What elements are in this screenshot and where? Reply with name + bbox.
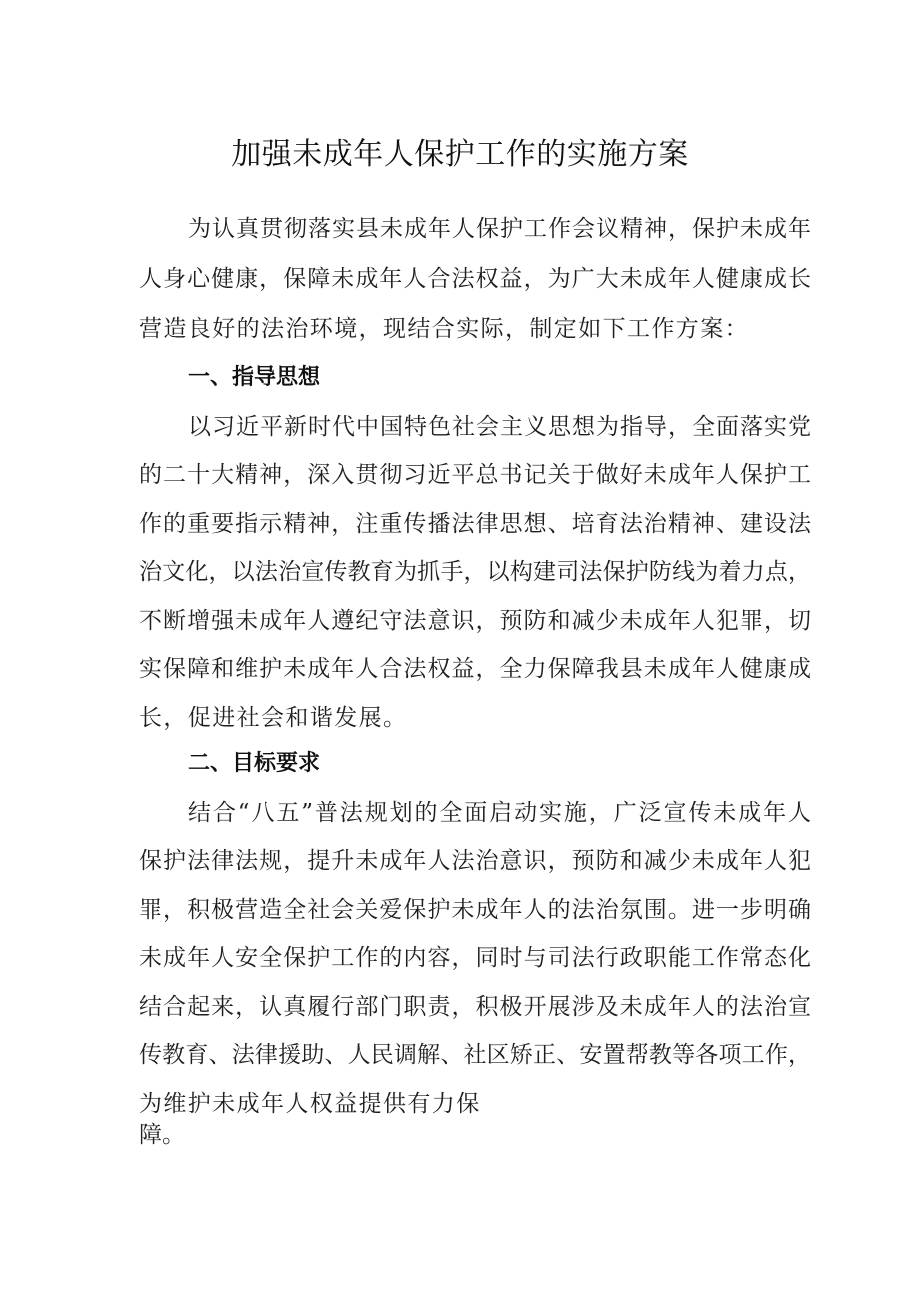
section2-line-4: 未成年人安全保护工作的内容，同时与司法行政职能工作常态化 (139, 945, 811, 971)
section2-heading: 二、目标要求 (188, 751, 321, 776)
section2-line-7: 为维护未成年人权益提供有力保 (139, 1091, 481, 1117)
section1-heading: 一、指导思想 (188, 365, 321, 390)
intro-line-2: 人身心健康，保障未成年人合法权益，为广大未成年人健康成长 (139, 266, 811, 292)
section1-line-3: 作的重要指示精神，注重传播法律思想、培育法治精神、建设法 (139, 511, 811, 537)
section2-line-1: 结合“八五”普法规划的全面启动实施，广泛宣传未成年人 (188, 800, 811, 826)
section2-line-2: 保护法律法规，提升未成年人法治意识，预防和减少未成年人犯 (139, 848, 811, 874)
section1-line-4: 治文化，以法治宣传教育为抓手，以构建司法保护防线为着力点， (139, 559, 811, 585)
section2-line-5: 结合起来，认真履行部门职责，积极开展涉及未成年人的法治宣 (139, 994, 811, 1020)
section1-line-6: 实保障和维护未成年人合法权益，全力保障我县未成年人健康成 (139, 656, 811, 682)
section1-line-7: 长，促进社会和谐发展。 (139, 705, 408, 731)
section2-line-6: 传教育、法律援助、人民调解、社区矫正、安置帮教等各项工作， (139, 1042, 811, 1068)
document-title: 加强未成年人保护工作的实施方案 (231, 137, 689, 172)
intro-line-1: 为认真贯彻落实县未成年人保护工作会议精神，保护未成年 (188, 216, 811, 242)
section2-line-3: 罪，积极营造全社会关爱保护未成年人的法治氛围。进一步明确 (139, 897, 811, 923)
section2-line-8: 障。 (139, 1122, 185, 1148)
intro-line-3: 营造良好的法治环境，现结合实际，制定如下工作方案： (139, 316, 749, 342)
section1-line-5: 不断增强未成年人遵纪守法意识，预防和减少未成年人犯罪，切 (139, 608, 811, 634)
section1-line-1: 以习近平新时代中国特色社会主义思想为指导，全面落实党 (188, 414, 811, 440)
section1-line-2: 的二十大精神，深入贯彻习近平总书记关于做好未成年人保护工 (139, 462, 811, 488)
